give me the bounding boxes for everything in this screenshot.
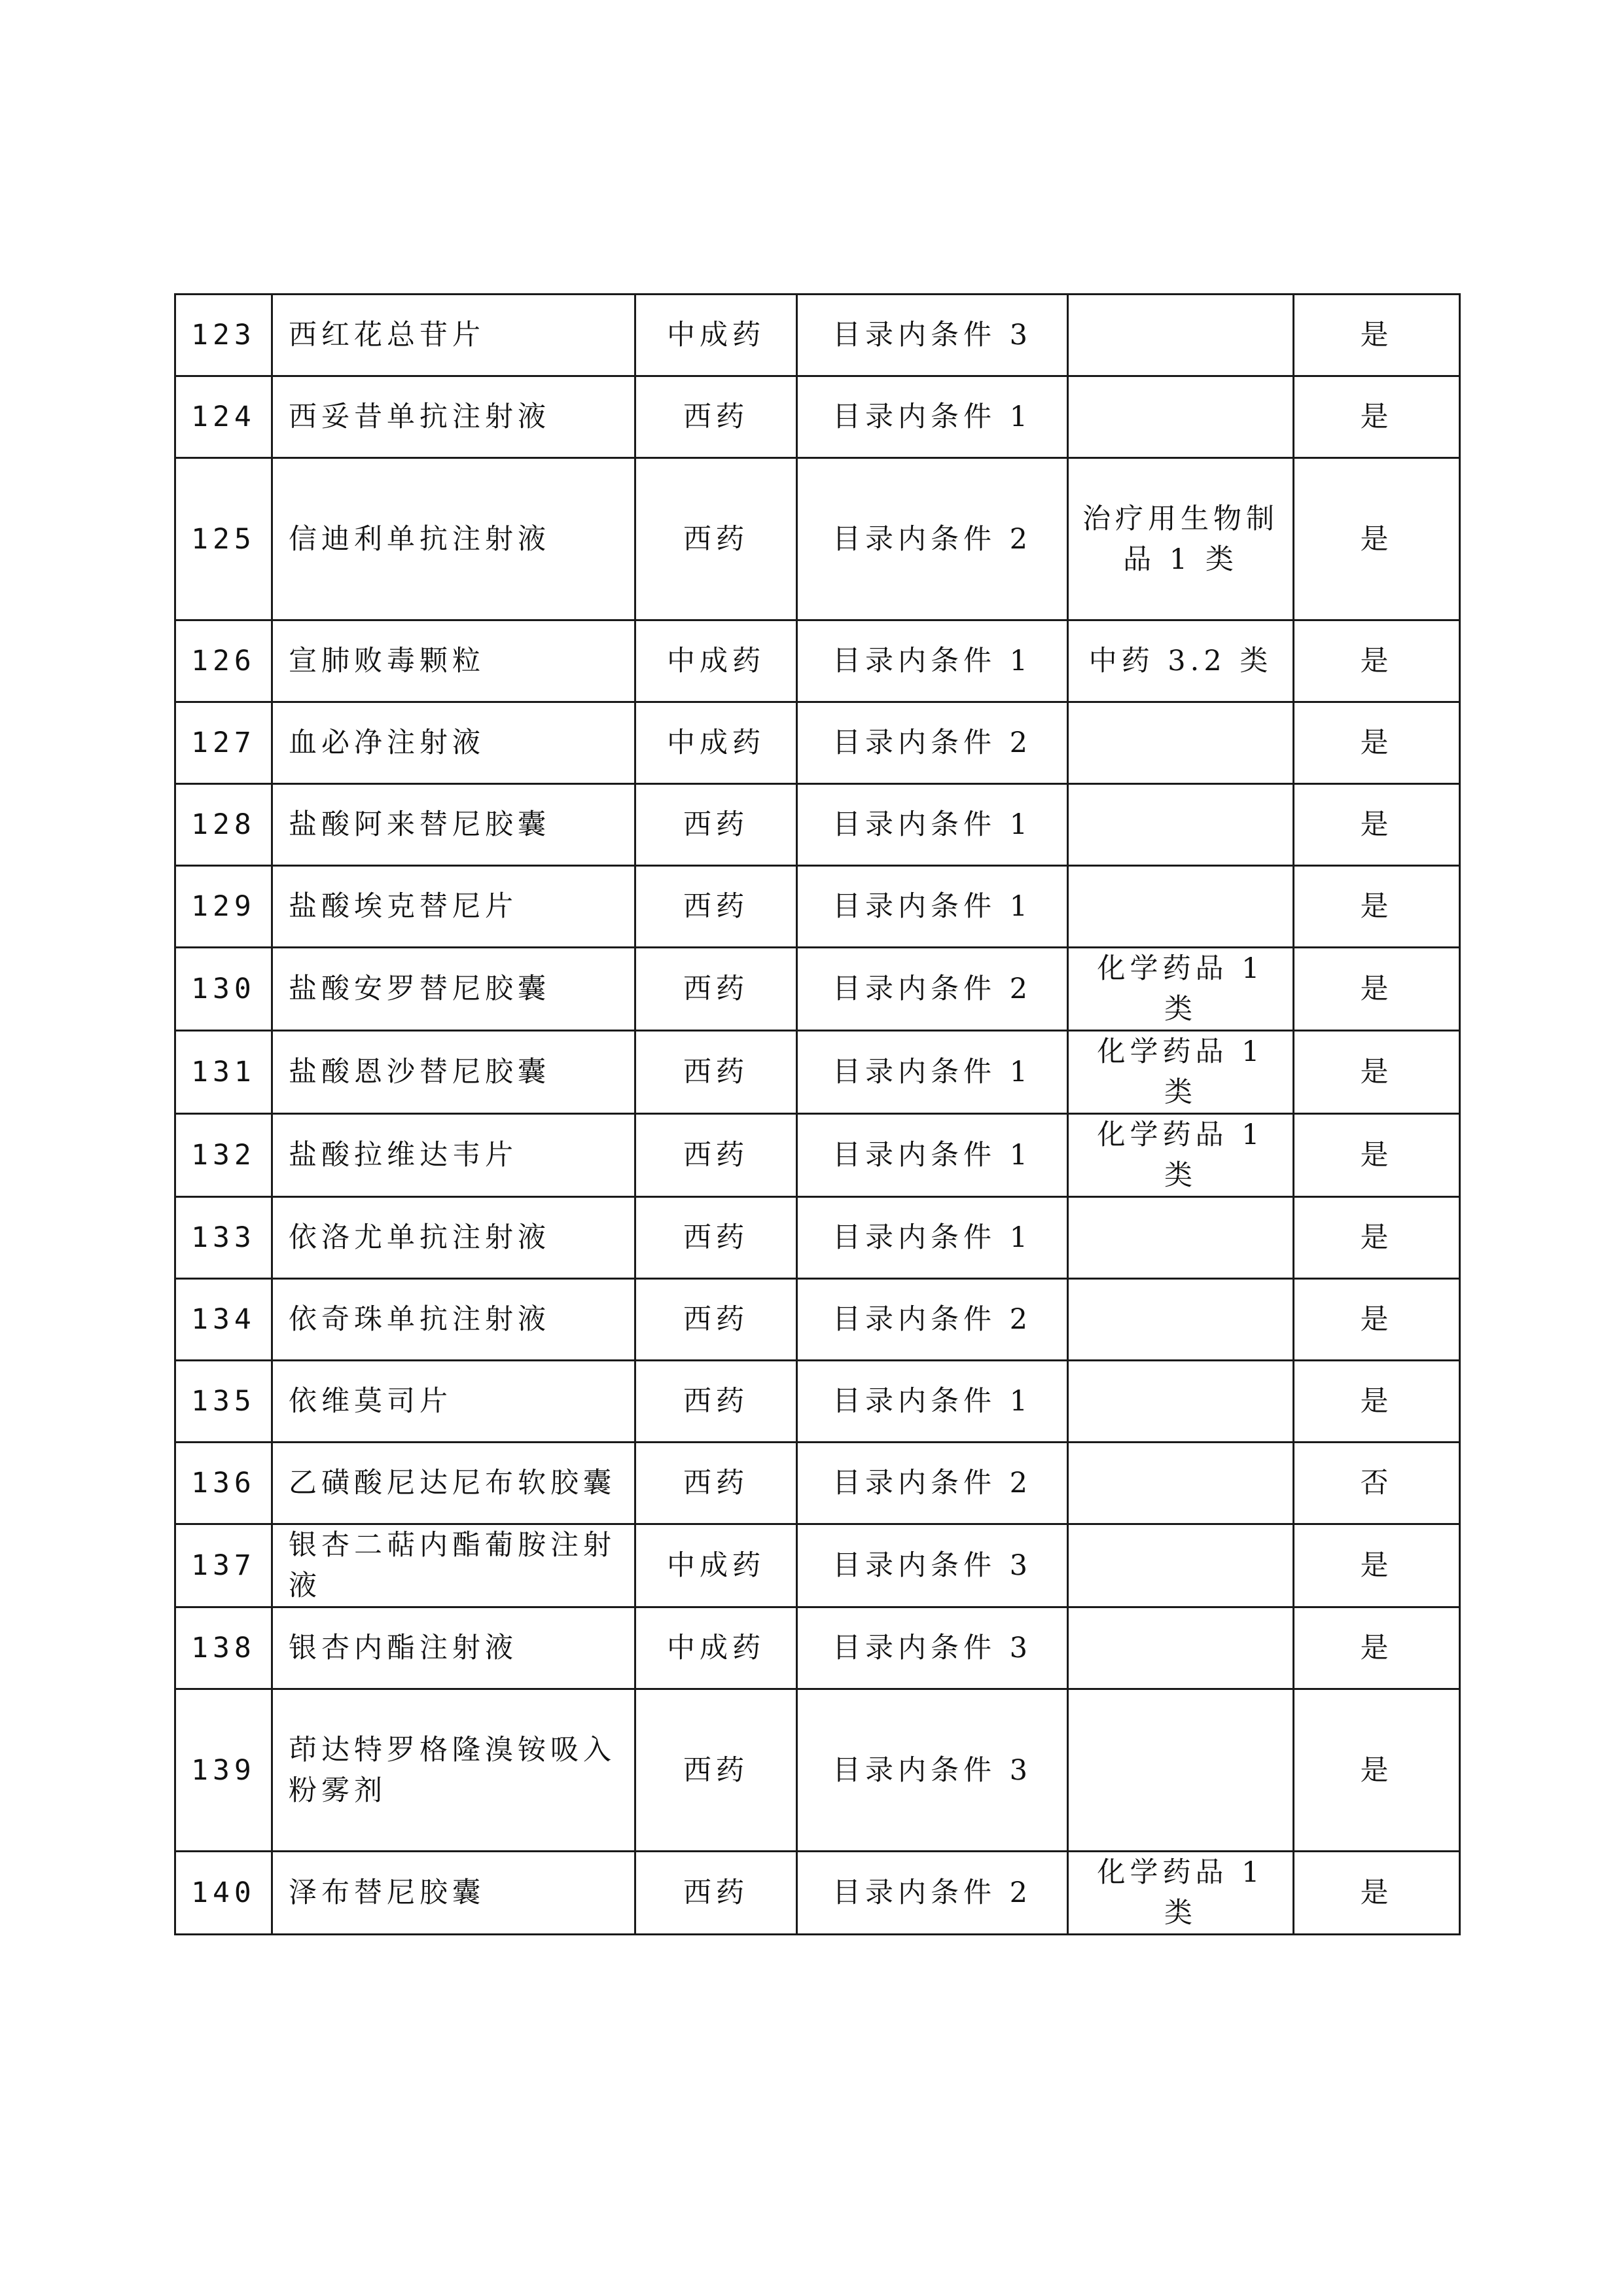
catalog-condition: 目录内条件 2	[797, 1443, 1068, 1524]
row-number: 123	[175, 295, 272, 376]
catalog-condition: 目录内条件 1	[797, 1197, 1068, 1279]
catalog-condition: 目录内条件 1	[797, 620, 1068, 702]
drug-category-note	[1068, 1443, 1294, 1524]
yes-no-flag: 是	[1294, 1031, 1460, 1114]
drug-type: 中成药	[635, 620, 797, 702]
yes-no-flag: 是	[1294, 1279, 1460, 1361]
drug-type: 西药	[635, 784, 797, 866]
table-row	[175, 1031, 1460, 1114]
table-row	[175, 1443, 1460, 1524]
drug-category-note	[1068, 1197, 1294, 1279]
row-number: 129	[175, 866, 272, 948]
drug-category-note	[1068, 376, 1294, 458]
drug-category-note: 化学药品 1 类	[1068, 1852, 1294, 1935]
drug-category-note: 治疗用生物制品 1 类	[1068, 458, 1294, 620]
drug-category-note: 中药 3.2 类	[1068, 620, 1294, 702]
table-row	[175, 1114, 1460, 1197]
row-number: 128	[175, 784, 272, 866]
table-row	[175, 376, 1460, 458]
table-row	[175, 702, 1460, 784]
catalog-condition: 目录内条件 3	[797, 1689, 1068, 1852]
table-row	[175, 1852, 1460, 1935]
drug-name: 依洛尤单抗注射液	[272, 1197, 635, 1279]
catalog-condition: 目录内条件 3	[797, 1524, 1068, 1607]
table-row	[175, 1279, 1460, 1361]
catalog-condition: 目录内条件 1	[797, 1361, 1068, 1443]
yes-no-flag: 是	[1294, 1361, 1460, 1443]
table-row	[175, 784, 1460, 866]
drug-type: 中成药	[635, 295, 797, 376]
catalog-condition: 目录内条件 3	[797, 1607, 1068, 1689]
catalog-condition: 目录内条件 2	[797, 948, 1068, 1031]
yes-no-flag: 是	[1294, 1114, 1460, 1197]
yes-no-flag: 是	[1294, 1689, 1460, 1852]
drug-category-note	[1068, 1607, 1294, 1689]
catalog-condition: 目录内条件 1	[797, 866, 1068, 948]
yes-no-flag: 否	[1294, 1443, 1460, 1524]
drug-name: 盐酸拉维达韦片	[272, 1114, 635, 1197]
drug-type: 西药	[635, 1114, 797, 1197]
drug-list-table	[174, 293, 1461, 1935]
drug-category-note	[1068, 702, 1294, 784]
yes-no-flag: 是	[1294, 784, 1460, 866]
catalog-condition: 目录内条件 2	[797, 458, 1068, 620]
drug-name: 盐酸阿来替尼胶囊	[272, 784, 635, 866]
catalog-condition: 目录内条件 2	[797, 1852, 1068, 1935]
drug-name: 银杏内酯注射液	[272, 1607, 635, 1689]
drug-category-note: 化学药品 1 类	[1068, 1031, 1294, 1114]
table-row	[175, 948, 1460, 1031]
drug-type: 西药	[635, 1689, 797, 1852]
drug-type: 西药	[635, 1197, 797, 1279]
yes-no-flag: 是	[1294, 376, 1460, 458]
yes-no-flag: 是	[1294, 458, 1460, 620]
drug-type: 西药	[635, 1443, 797, 1524]
yes-no-flag: 是	[1294, 1524, 1460, 1607]
yes-no-flag: 是	[1294, 702, 1460, 784]
drug-type: 中成药	[635, 702, 797, 784]
catalog-condition: 目录内条件 3	[797, 295, 1068, 376]
row-number: 134	[175, 1279, 272, 1361]
row-number: 127	[175, 702, 272, 784]
drug-category-note: 化学药品 1 类	[1068, 1114, 1294, 1197]
row-number: 126	[175, 620, 272, 702]
drug-name: 茚达特罗格隆溴铵吸入粉雾剂	[272, 1689, 635, 1852]
drug-name: 血必净注射液	[272, 702, 635, 784]
drug-name: 依维莫司片	[272, 1361, 635, 1443]
catalog-condition: 目录内条件 1	[797, 376, 1068, 458]
drug-category-note	[1068, 1524, 1294, 1607]
table-body	[175, 295, 1460, 1935]
row-number: 135	[175, 1361, 272, 1443]
catalog-condition: 目录内条件 2	[797, 1279, 1068, 1361]
drug-category-note: 化学药品 1 类	[1068, 948, 1294, 1031]
row-number: 131	[175, 1031, 272, 1114]
catalog-condition: 目录内条件 2	[797, 702, 1068, 784]
drug-name: 依奇珠单抗注射液	[272, 1279, 635, 1361]
row-number: 140	[175, 1852, 272, 1935]
yes-no-flag: 是	[1294, 1852, 1460, 1935]
drug-name: 泽布替尼胶囊	[272, 1852, 635, 1935]
catalog-condition: 目录内条件 1	[797, 784, 1068, 866]
row-number: 125	[175, 458, 272, 620]
table-row	[175, 458, 1460, 620]
row-number: 139	[175, 1689, 272, 1852]
drug-name: 西红花总苷片	[272, 295, 635, 376]
table-row	[175, 295, 1460, 376]
drug-type: 西药	[635, 1279, 797, 1361]
table-row	[175, 1524, 1460, 1607]
table-row	[175, 1607, 1460, 1689]
drug-name: 盐酸埃克替尼片	[272, 866, 635, 948]
row-number: 133	[175, 1197, 272, 1279]
drug-type: 西药	[635, 866, 797, 948]
drug-type: 西药	[635, 1031, 797, 1114]
drug-type: 西药	[635, 948, 797, 1031]
table-row	[175, 1689, 1460, 1852]
yes-no-flag: 是	[1294, 1607, 1460, 1689]
row-number: 130	[175, 948, 272, 1031]
catalog-condition: 目录内条件 1	[797, 1114, 1068, 1197]
yes-no-flag: 是	[1294, 948, 1460, 1031]
yes-no-flag: 是	[1294, 1197, 1460, 1279]
drug-name: 信迪利单抗注射液	[272, 458, 635, 620]
row-number: 136	[175, 1443, 272, 1524]
drug-type: 西药	[635, 1361, 797, 1443]
drug-type: 西药	[635, 458, 797, 620]
drug-category-note	[1068, 1689, 1294, 1852]
table-row	[175, 1361, 1460, 1443]
row-number: 138	[175, 1607, 272, 1689]
drug-type: 西药	[635, 1852, 797, 1935]
drug-type: 中成药	[635, 1607, 797, 1689]
table-row	[175, 620, 1460, 702]
drug-category-note	[1068, 295, 1294, 376]
yes-no-flag: 是	[1294, 295, 1460, 376]
yes-no-flag: 是	[1294, 866, 1460, 948]
drug-name: 盐酸安罗替尼胶囊	[272, 948, 635, 1031]
row-number: 132	[175, 1114, 272, 1197]
drug-type: 中成药	[635, 1524, 797, 1607]
table-row	[175, 866, 1460, 948]
drug-name: 盐酸恩沙替尼胶囊	[272, 1031, 635, 1114]
drug-name: 银杏二萜内酯葡胺注射液	[272, 1524, 635, 1607]
yes-no-flag: 是	[1294, 620, 1460, 702]
drug-type: 西药	[635, 376, 797, 458]
table-row	[175, 1197, 1460, 1279]
drug-category-note	[1068, 1361, 1294, 1443]
drug-name: 西妥昔单抗注射液	[272, 376, 635, 458]
catalog-condition: 目录内条件 1	[797, 1031, 1068, 1114]
drug-name: 宣肺败毒颗粒	[272, 620, 635, 702]
row-number: 124	[175, 376, 272, 458]
drug-category-note	[1068, 784, 1294, 866]
row-number: 137	[175, 1524, 272, 1607]
drug-category-note	[1068, 1279, 1294, 1361]
drug-name: 乙磺酸尼达尼布软胶囊	[272, 1443, 635, 1524]
drug-category-note	[1068, 866, 1294, 948]
